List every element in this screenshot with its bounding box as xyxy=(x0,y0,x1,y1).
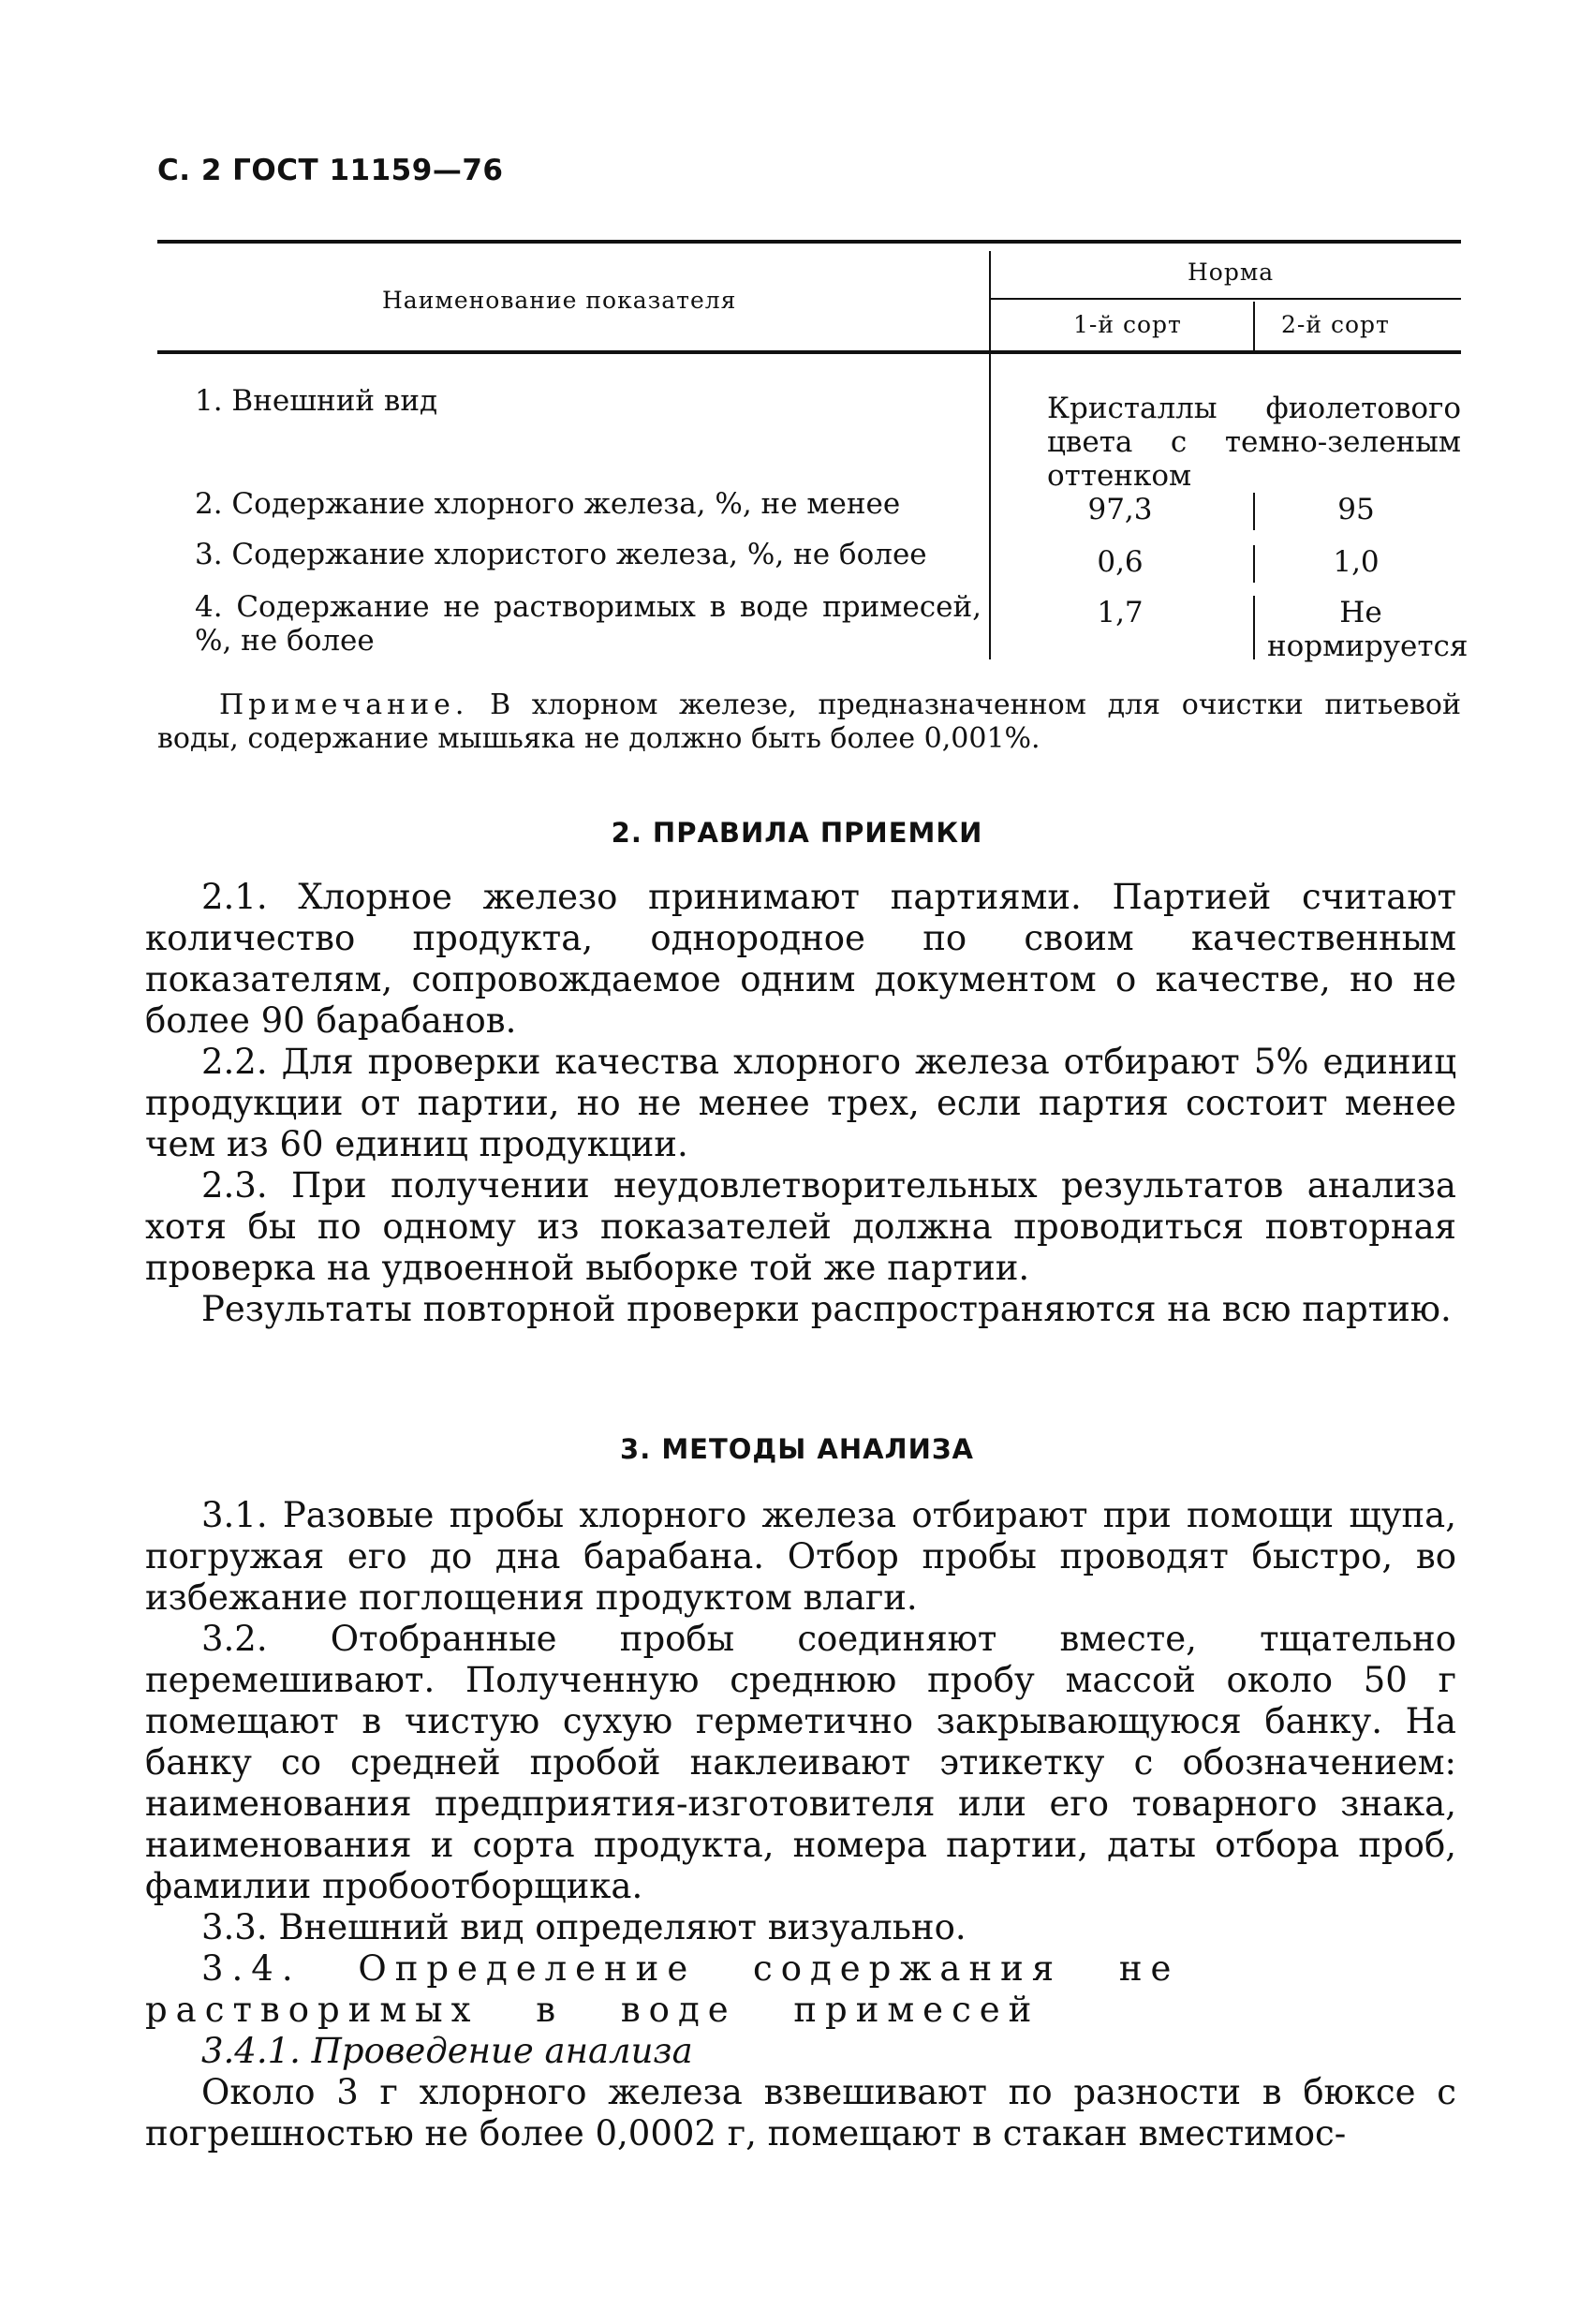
col-header-name: Наименование показателя xyxy=(382,287,737,314)
section-3-title: 3. МЕТОДЫ АНАЛИЗА xyxy=(620,1433,974,1465)
table-sort-divider-r2 xyxy=(1253,493,1255,530)
para-3-3: 3.3. Внешний вид определяют визуально. xyxy=(201,1907,967,1947)
note-label: Примечание. xyxy=(219,688,469,721)
table-sort-divider-r3 xyxy=(1253,545,1255,583)
table-row-2-sort1: 97,3 xyxy=(1087,493,1153,526)
table-sort-divider xyxy=(1253,302,1255,354)
table-norm-rule xyxy=(989,298,1461,300)
table-top-rule xyxy=(157,240,1461,244)
para-2-4: Результаты повторной проверки распространяются на всю партию. xyxy=(201,1289,1452,1329)
table-row-1-value: Кристаллы фиолетового цвета с темно-зеленым оттенком xyxy=(1047,392,1461,493)
table-vline-body xyxy=(989,363,991,659)
para-3-4-1: 3.4.1. Проведение анализа xyxy=(201,2031,693,2071)
col-header-norm: Норма xyxy=(1188,259,1275,286)
col-header-sort1: 1-й сорт xyxy=(1073,311,1182,338)
table-vline-header xyxy=(989,251,991,363)
section-2-body xyxy=(145,877,1456,1330)
table-note xyxy=(157,688,1461,756)
col-header-sort2: 2-й сорт xyxy=(1281,311,1390,338)
table-row-3-name: 3. Содержание хлористого железа, %, не более xyxy=(195,538,927,571)
table-row-3-sort2: 1,0 xyxy=(1333,545,1380,579)
para-2-2: 2.2. Для проверки качества хлорного железа отбирают 5% единиц продукции от партии, но не менее трех, если партия состоит менее чем из 60 единиц продукции. xyxy=(145,1042,1456,1164)
note-text: В хлорном железе, предназначенном для очистки питьевой воды, содержание мышьяка не должно быть более 0,001%. xyxy=(157,688,1461,755)
table-sort-divider-r4 xyxy=(1253,596,1255,659)
table-row-4-name: 4. Содержание не растворимых в воде примесей, %, не более xyxy=(195,590,981,658)
table-row-3-sort1: 0,6 xyxy=(1097,545,1144,579)
section-2-title: 2. ПРАВИЛА ПРИЕМКИ xyxy=(611,817,983,849)
para-3-4-1-text: Около 3 г хлорного железа взвешивают по разности в бюксе с погрешностью не более 0,0002 г, помещают в стакан вместимос- xyxy=(145,2072,1456,2154)
section-3-body xyxy=(145,1495,1456,2154)
table-row-2-sort2: 95 xyxy=(1337,493,1375,526)
table-row-1-name: 1. Внешний вид xyxy=(195,384,438,418)
para-3-4: 3.4. Определение содержания не растворимых в воде примесей xyxy=(145,1948,1180,2030)
table-head-rule xyxy=(157,350,1461,354)
para-3-2: 3.2. Отобранные пробы соединяют вместе, тщательно перемешивают. Полученную среднюю пробу массой около 50 г помещают в чистую сухую герметично закрывающуюся банку. На банку со средней пробой наклеивают этикетку с обозначением: наименования предприятия-изготовителя или его товарного знака, наименования и сорта продукта, номера партии, даты отбора проб, фамилии пробоотборщика. xyxy=(145,1619,1456,1906)
para-2-3: 2.3. При получении неудовлетворительных результатов анализа хотя бы по одному из показателей должна проводиться повторная проверка на удвоенной выборке той же партии. xyxy=(145,1165,1456,1288)
table-row-2-name: 2. Содержание хлорного железа, %, не менее xyxy=(195,487,901,521)
table-row-4-sort2: Не нормируется xyxy=(1267,596,1469,663)
page-header: С. 2 ГОСТ 11159—76 xyxy=(157,154,504,187)
para-3-1: 3.1. Разовые пробы хлорного железа отбирают при помощи щупа, погружая его до дна барабана. Отбор пробы проводят быстро, во избежание поглощения продуктом влаги. xyxy=(145,1495,1456,1618)
para-2-1: 2.1. Хлорное железо принимают партиями. Партией считают количество продукта, однородное по своим качественным показателям, сопровождаемое одним документом о качестве, но не более 90 барабанов. xyxy=(145,877,1456,1041)
table-row-4-sort1: 1,7 xyxy=(1097,596,1144,629)
